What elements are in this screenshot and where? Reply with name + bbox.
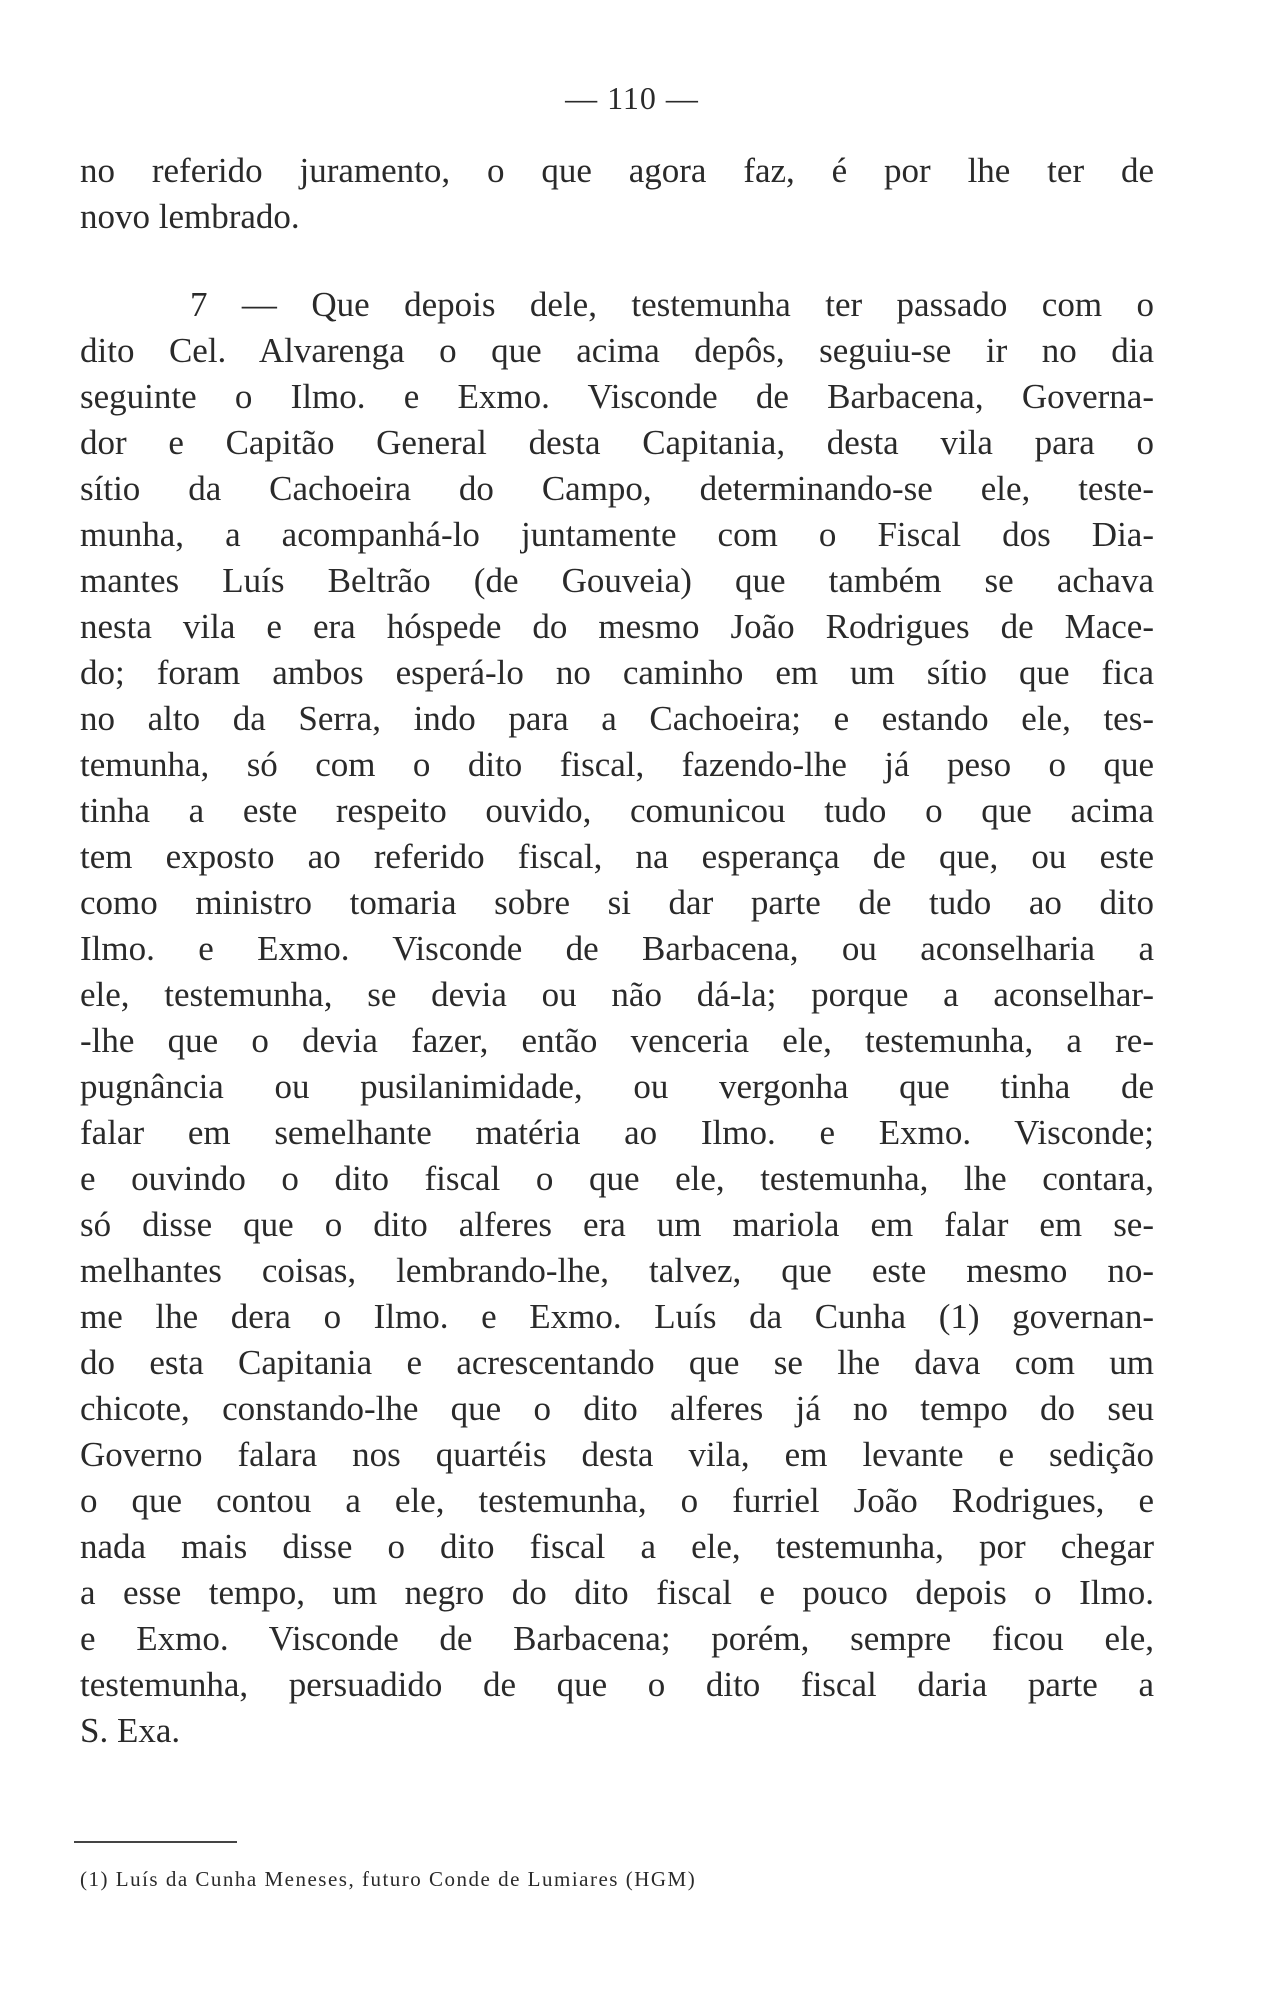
text-line: do esta Capitania e acrescentando que se lhe dava com um	[80, 1343, 1154, 1382]
text-line: no alto da Serra, indo para a Cachoeira; e estando ele, tes-	[80, 699, 1154, 738]
text-line: temunha, só com o dito fiscal, fazendo-lhe já peso o que	[80, 745, 1154, 784]
text-line: mantes Luís Beltrão (de Gouveia) que também se achava	[80, 561, 1154, 600]
text-line: sítio da Cachoeira do Campo, determinando-se ele, teste-	[80, 469, 1154, 508]
text-line: melhantes coisas, lembrando-lhe, talvez, que este mesmo no-	[80, 1251, 1154, 1290]
text-line: Governo falara nos quartéis desta vila, em levante e sedição	[80, 1435, 1154, 1474]
footnote-divider	[74, 1841, 237, 1843]
text-line: tem exposto ao referido fiscal, na esperança de que, ou este	[80, 837, 1154, 876]
text-line: como ministro tomaria sobre si dar parte de tudo ao dito	[80, 883, 1154, 922]
text-line: Ilmo. e Exmo. Visconde de Barbacena, ou aconselharia a	[80, 929, 1154, 968]
text-line: no referido juramento, o que agora faz, é por lhe ter de	[80, 151, 1154, 190]
text-line: do; foram ambos esperá-lo no caminho em um sítio que fica	[80, 653, 1154, 692]
text-line: a esse tempo, um negro do dito fiscal e pouco depois o Ilmo.	[80, 1573, 1154, 1612]
page-number: — 110 —	[565, 80, 699, 116]
text-line: S. Exa.	[80, 1711, 181, 1750]
text-line: e Exmo. Visconde de Barbacena; porém, sempre ficou ele,	[80, 1619, 1154, 1658]
text-line: 7 — Que depois dele, testemunha ter passado com o	[190, 285, 1154, 324]
text-line: tinha a este respeito ouvido, comunicou tudo o que acima	[80, 791, 1154, 830]
text-line: chicote, constando-lhe que o dito alferes já no tempo do seu	[80, 1389, 1154, 1428]
text-line: testemunha, persuadido de que o dito fiscal daria parte a	[80, 1665, 1154, 1704]
text-line: e ouvindo o dito fiscal o que ele, testemunha, lhe contara,	[80, 1159, 1154, 1198]
text-line: só disse que o dito alferes era um mariola em falar em se-	[80, 1205, 1154, 1244]
text-line: dito Cel. Alvarenga o que acima depôs, seguiu-se ir no dia	[80, 331, 1154, 370]
paragraph-2	[80, 282, 1154, 1754]
text-line: nesta vila e era hóspede do mesmo João Rodrigues de Mace-	[80, 607, 1154, 646]
text-line: nada mais disse o dito fiscal a ele, testemunha, por chegar	[80, 1527, 1154, 1566]
text-line: pugnância ou pusilanimidade, ou vergonha que tinha de	[80, 1067, 1154, 1106]
paragraph-1	[80, 148, 1154, 240]
text-line: -lhe que o devia fazer, então venceria ele, testemunha, a re-	[80, 1021, 1154, 1060]
text-line: falar em semelhante matéria ao Ilmo. e Exmo. Visconde;	[80, 1113, 1154, 1152]
footnote: (1) Luís da Cunha Meneses, futuro Conde de Lumiares (HGM)	[80, 1867, 697, 1891]
text-line: o que contou a ele, testemunha, o furriel João Rodrigues, e	[80, 1481, 1154, 1520]
body-text	[80, 148, 1154, 1754]
text-line: ele, testemunha, se devia ou não dá-la; porque a aconselhar-	[80, 975, 1154, 1014]
text-line: me lhe dera o Ilmo. e Exmo. Luís da Cunha (1) governan-	[80, 1297, 1154, 1336]
text-line: seguinte o Ilmo. e Exmo. Visconde de Barbacena, Governa-	[80, 377, 1154, 416]
text-line: novo lembrado.	[80, 197, 300, 236]
text-line: dor e Capitão General desta Capitania, desta vila para o	[80, 423, 1154, 462]
text-line: munha, a acompanhá-lo juntamente com o Fiscal dos Dia-	[80, 515, 1154, 554]
